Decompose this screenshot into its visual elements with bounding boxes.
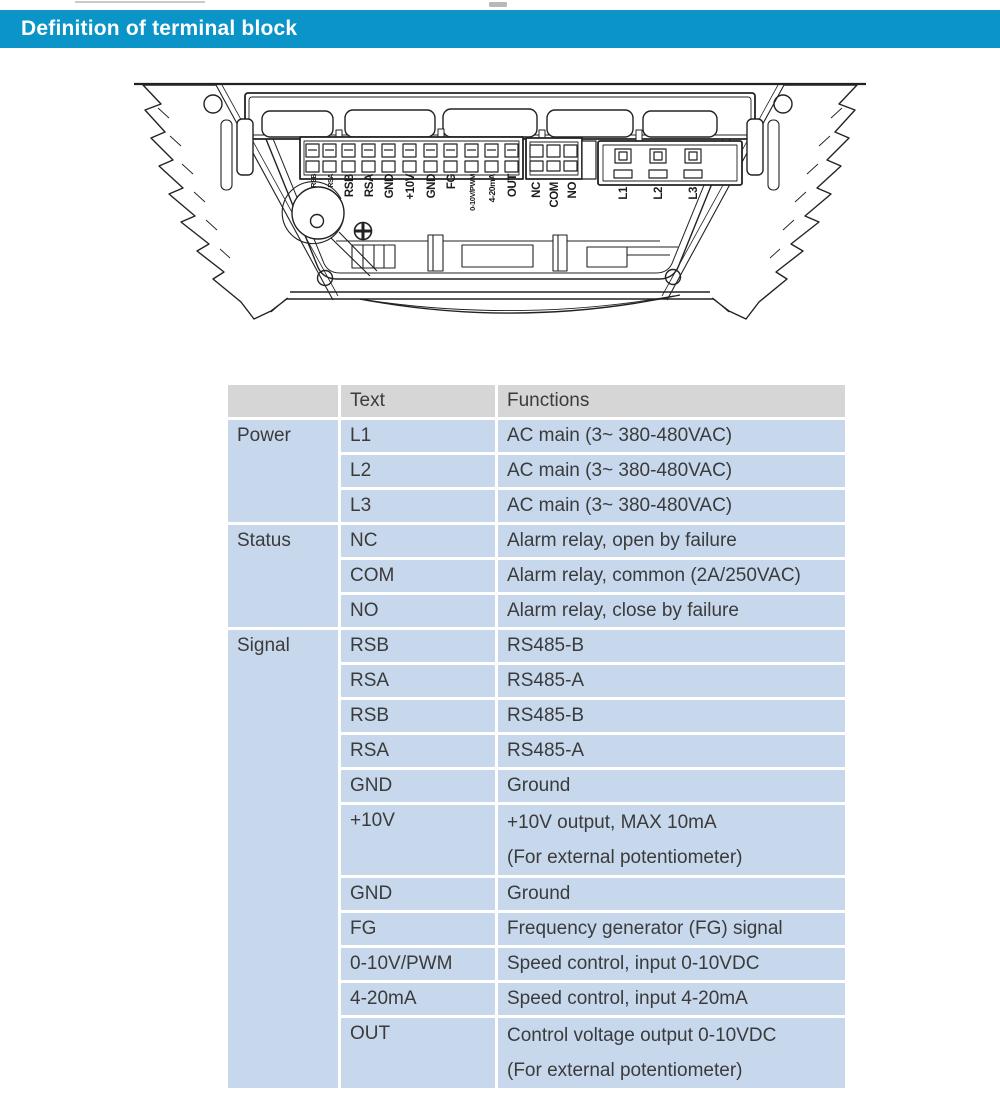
terminal-function: AC main (3~ 380-480VAC) bbox=[497, 454, 847, 489]
terminal-text: OUT bbox=[340, 1017, 497, 1090]
status-terminal-label: NO bbox=[567, 182, 579, 199]
terminal-function: AC main (3~ 380-480VAC) bbox=[497, 419, 847, 454]
status-terminal-label: COM bbox=[549, 182, 561, 208]
terminal-function: RS485-A bbox=[497, 664, 847, 699]
signal-terminal-label: FG bbox=[446, 174, 458, 190]
terminal-function: Alarm relay, open by failure bbox=[497, 524, 847, 559]
terminal-function: Ground bbox=[497, 769, 847, 804]
signal-terminal-label: GND bbox=[384, 174, 396, 199]
terminal-text: L1 bbox=[340, 419, 497, 454]
group-label-signal: Signal bbox=[227, 629, 340, 1090]
function-line: (For external potentiometer) bbox=[507, 847, 743, 868]
terminal-function bbox=[497, 1017, 847, 1090]
signal-terminal-label: OUT bbox=[507, 174, 519, 198]
function-line: (For external potentiometer) bbox=[507, 1060, 743, 1081]
signal-terminal-block bbox=[300, 137, 523, 179]
terminal-function: Alarm relay, close by failure bbox=[497, 594, 847, 629]
ground-screw-icon bbox=[354, 222, 372, 240]
terminal-text: GND bbox=[340, 877, 497, 912]
terminal-block-drawing bbox=[120, 75, 880, 345]
terminal-function: Alarm relay, common (2A/250VAC) bbox=[497, 559, 847, 594]
inner-bottom-panel bbox=[336, 235, 678, 271]
terminal-text: RSB bbox=[340, 629, 497, 664]
terminal-text: +10V bbox=[340, 804, 497, 877]
table-row bbox=[227, 524, 847, 559]
terminal-text: GND bbox=[340, 769, 497, 804]
cropped-element-remnant bbox=[75, 1, 205, 3]
terminal-definition-table bbox=[225, 382, 848, 1091]
power-terminal-label: L1 bbox=[618, 187, 630, 200]
group-label-status: Status bbox=[227, 524, 340, 629]
terminal-text: RSA bbox=[340, 664, 497, 699]
power-terminal-label: L3 bbox=[688, 187, 700, 200]
screw-hole-top-left bbox=[204, 95, 222, 113]
terminal-function: Frequency generator (FG) signal bbox=[497, 912, 847, 947]
signal-terminal-label: 4-20mA bbox=[487, 174, 497, 203]
header-text: Text bbox=[340, 384, 497, 419]
header-functions: Functions bbox=[497, 384, 847, 419]
signal-terminal-label: RSA bbox=[328, 174, 335, 188]
signal-terminal-label: +10V bbox=[405, 174, 417, 200]
terminal-function: Ground bbox=[497, 877, 847, 912]
terminal-text: L2 bbox=[340, 454, 497, 489]
signal-terminal-label: RSA bbox=[364, 174, 376, 198]
table-row bbox=[227, 419, 847, 454]
terminal-block-drawing-svg bbox=[120, 75, 880, 345]
terminal-function: RS485-A bbox=[497, 734, 847, 769]
terminal-function: RS485-B bbox=[497, 629, 847, 664]
terminal-text: NO bbox=[340, 594, 497, 629]
terminal-text: L3 bbox=[340, 489, 497, 524]
signal-terminal-label: GND bbox=[426, 174, 438, 199]
section-title: Definition of terminal block bbox=[21, 17, 298, 40]
terminal-text: RSB bbox=[340, 699, 497, 734]
status-terminal-block bbox=[526, 138, 596, 179]
terminal-function bbox=[497, 804, 847, 877]
terminal-text: COM bbox=[340, 559, 497, 594]
bottom-band bbox=[271, 292, 729, 313]
power-terminal-block bbox=[598, 141, 742, 185]
screw-hole-top-right bbox=[774, 95, 792, 113]
section-header-banner bbox=[0, 10, 1000, 48]
terminal-text: NC bbox=[340, 524, 497, 559]
signal-terminal-label: RSB bbox=[344, 174, 356, 198]
header-group bbox=[227, 384, 340, 419]
terminal-text: 4-20mA bbox=[340, 982, 497, 1017]
cropped-element-remnant-icon bbox=[489, 2, 507, 7]
terminal-function: Speed control, input 4-20mA bbox=[497, 982, 847, 1017]
terminal-function: RS485-B bbox=[497, 699, 847, 734]
terminal-function: AC main (3~ 380-480VAC) bbox=[497, 489, 847, 524]
group-label-power: Power bbox=[227, 419, 340, 524]
signal-terminal-label: 0-10V/PWM bbox=[468, 174, 477, 211]
terminal-text: RSA bbox=[340, 734, 497, 769]
power-terminal-label: L2 bbox=[653, 187, 665, 200]
function-line: Control voltage output 0-10VDC bbox=[507, 1025, 777, 1046]
terminal-text: 0-10V/PWM bbox=[340, 947, 497, 982]
signal-terminal-label: RSB bbox=[311, 174, 318, 188]
terminal-text: FG bbox=[340, 912, 497, 947]
table-header-row bbox=[227, 384, 847, 419]
table-row bbox=[227, 629, 847, 664]
terminal-function: Speed control, input 0-10VDC bbox=[497, 947, 847, 982]
function-line: +10V output, MAX 10mA bbox=[507, 812, 717, 833]
status-terminal-label: NC bbox=[531, 182, 543, 198]
